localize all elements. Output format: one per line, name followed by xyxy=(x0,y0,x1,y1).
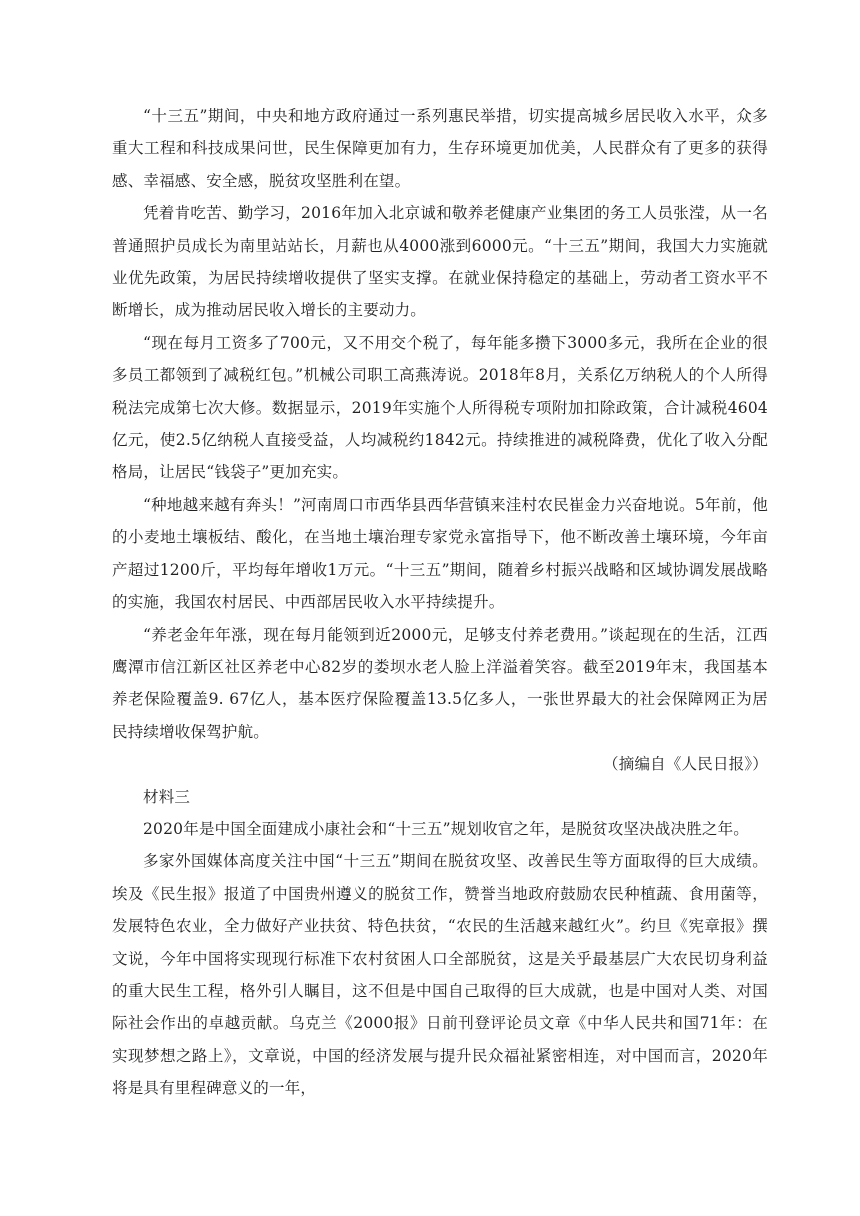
paragraph-6: 2020年是中国全面建成小康社会和“十三五”规划收官之年，是脱贫攻坚决战决胜之年。 xyxy=(143,819,749,838)
article-body xyxy=(112,100,768,1105)
paragraph-5: “养老金年年涨，现在每月能领到近2000元，足够支付养老费用。”谈起现在的生活，江西鹰潭市信江新区社区养老中心82岁的娄坝水老人脸上洋溢着笑容。截至2019年末，我国基本养老保险覆盖9. 67亿人，基本医疗保险覆盖13.5亿多人，一张世界最大的社会保障网正为居民持续增收保驾护航。 xyxy=(112,625,768,741)
paragraph-1: “十三五”期间，中央和地方政府通过一系列惠民举措，切实提高城乡居民收入水平，众多重大工程和科技成果问世，民生保障更加有力，生存环境更加优美，人民群众有了更多的获得感、幸福感、安全感，脱贫攻坚胜利在望。 xyxy=(112,107,768,190)
source-citation: （摘编自《人民日报》） xyxy=(603,755,768,774)
section-title: 材料三 xyxy=(143,787,191,806)
paragraph-3: “现在每月工资多了700元，又不用交个税了，每年能多攒下3000多元，我所在企业的很多员工都领到了减税红包。”机械公司职工高燕涛说。2018年8月，关系亿万纳税人的个人所得税法完成第七次大修。数据显示，2019年实施个人所得税专项附加扣除政策，合计减税4604亿元，使2.5亿纳税人直接受益，人均减税约1842元。持续推进的减税降费，优化了收入分配格局，让居民“钱袋子”更加充实。 xyxy=(112,333,768,482)
paragraph-2: 凭着肯吃苦、勤学习，2016年加入北京诚和敬养老健康产业集团的务工人员张滢，从一名普通照护员成长为南里站站长，月薪也从4000涨到6000元。“十三五”期间，我国大力实施就业优先政策，为居民持续增收提供了坚实支撑。在就业保持稳定的基础上，劳动者工资水平不断增长，成为推动居民收入增长的主要动力。 xyxy=(112,204,768,320)
paragraph-7: 多家外国媒体高度关注中国“十三五”期间在脱贫攻坚、改善民生等方面取得的巨大成绩。埃及《民生报》报道了中国贵州遵义的脱贫工作，赞誉当地政府鼓励农民种植蔬、食用菌等，发展特色农业，全力做好产业扶贫、特色扶贫，“农民的生活越来越红火”。约旦《宪章报》撰文说，今年中国将实现现行标准下农村贫困人口全部脱贫，这是关乎最基层广大农民切身利益的重大民生工程，格外引人瞩目，这不但是中国自己取得的巨大成就，也是中国对人类、对国际社会作出的卓越贡献。乌克兰《2000报》日前刊登评论员文章《中华人民共和国71年：在实现梦想之路上》，文章说，中国的经济发展与提升民众福祉紧密相连，对中国而言，2020年将是具有里程碑意义的一年， xyxy=(112,852,768,1098)
paragraph-4: “种地越来越有奔头！”河南周口市西华县西华营镇来洼村农民崔金力兴奋地说。5年前，他的小麦地土壤板结、酸化，在当地土壤治理专家党永富指导下，他不断改善土壤环境，今年亩产超过1200斤，平均每年增收1万元。“十三五”期间，随着乡村振兴战略和区域协调发展战略的实施，我国农村居民、中西部居民收入水平持续提升。 xyxy=(112,495,768,612)
